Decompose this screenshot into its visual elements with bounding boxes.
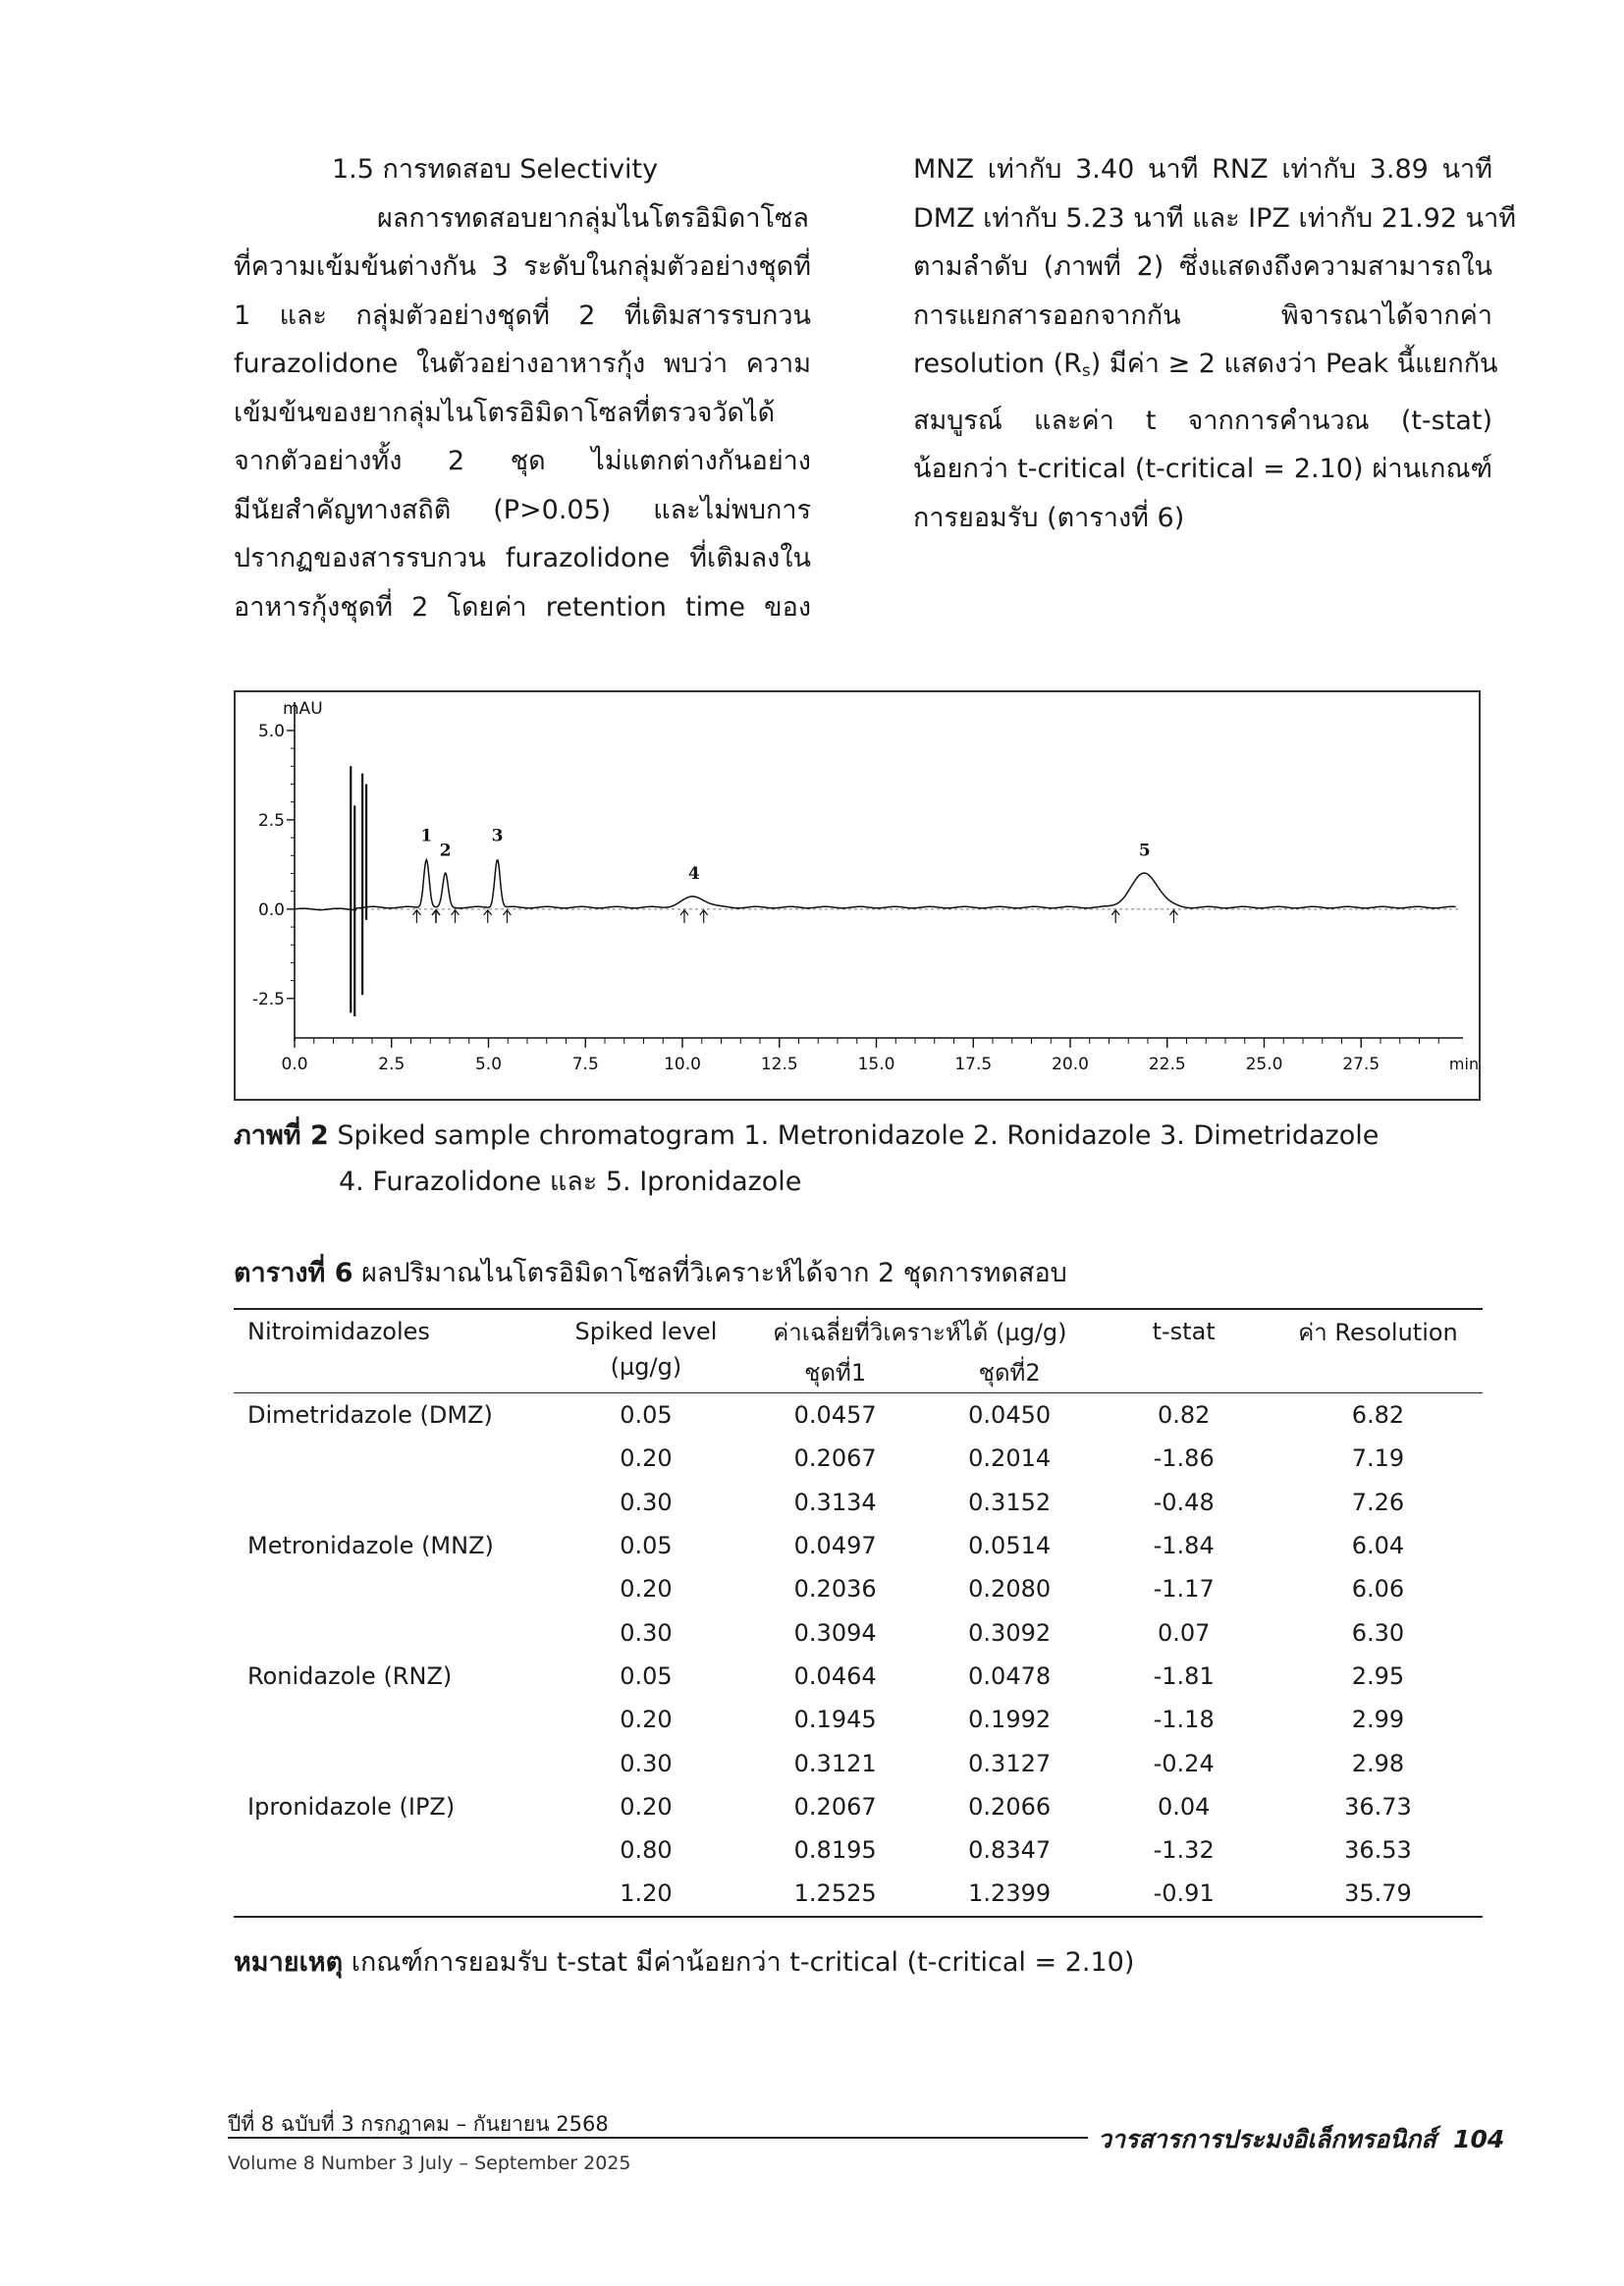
cell-tstat: -1.86 [1153,1444,1215,1473]
cell-spiked: 0.80 [620,1836,673,1865]
cell-tstat: -1.17 [1153,1575,1215,1604]
paragraph-line: furazolidone ในตัวอย่างอาหารกุ้ง พบว่า ความ [234,349,811,379]
cell-spiked: 0.20 [620,1792,673,1821]
body-text-right [913,145,1517,542]
table-row [234,1610,1483,1654]
cell-resolution: 6.06 [1351,1575,1405,1604]
cell-set1: 0.3094 [793,1618,877,1647]
integration-marker [680,910,688,923]
cell-set2: 0.0514 [968,1532,1052,1560]
x-tick-label: 2.5 [378,1055,406,1074]
cell-compound [234,1828,547,1872]
cell-set2: 0.3152 [968,1488,1052,1516]
col-header-resolution: ค่า Resolution [1273,1309,1483,1353]
cell-resolution: 6.82 [1351,1401,1405,1430]
cell-tstat: 0.07 [1157,1618,1211,1647]
cell-tstat: -1.32 [1153,1836,1215,1865]
x-tick-label: 0.0 [281,1055,308,1074]
footer-issue-thai: ปีที่ 8 ฉบับที่ 3 กรกฎาคม – กันยายน 2568 [228,2112,609,2136]
cell-compound: Dimetridazole (DMZ) [247,1401,493,1430]
cell-compound [234,1567,547,1610]
integration-marker [1111,910,1119,923]
table-row [234,1481,1483,1524]
results-table [234,1308,1483,1918]
chromatogram-svg [236,692,1479,1099]
cell-set2: 0.3127 [968,1749,1052,1777]
cell-compound: Metronidazole (MNZ) [247,1532,494,1560]
cell-spiked: 0.20 [620,1575,673,1604]
cell-tstat: -1.84 [1153,1532,1215,1560]
cell-spiked: 0.20 [620,1706,673,1734]
table-row [234,1655,1483,1698]
cell-set1: 0.2067 [793,1792,877,1821]
x-tick-label: 22.5 [1148,1055,1186,1074]
x-tick-label: 7.5 [571,1055,599,1074]
x-tick-label: 17.5 [954,1055,993,1074]
paragraph-line: การแยกสารออกจากกัน พิจารณาได้จากค่า [913,299,1492,331]
paragraph-line: ที่ความเข้มข้นต่างกัน 3 ระดับในกลุ่มตัวอย่างชุดที่ [234,251,811,282]
table-row [234,1524,1483,1567]
integration-marker [700,910,708,923]
table-row [234,1698,1483,1741]
col-header-spiked: Spiked level [547,1309,746,1353]
cell-spiked: 0.05 [620,1401,673,1430]
cell-set1: 0.8195 [793,1836,877,1865]
paragraph-line: สมบูรณ์ และค่า t จากการคำนวณ (t-stat) [913,405,1492,436]
cell-set2: 1.2399 [925,1872,1094,1916]
cell-tstat: -0.48 [1153,1488,1215,1516]
cell-compound [234,1437,547,1480]
peak-label: 1 [420,826,433,846]
signal-trace [295,860,1456,910]
paragraph-line: ผลการทดสอบยากลุ่มไนโตรอิมิดาโซล [377,202,809,234]
cell-compound [234,1698,547,1741]
paragraph-line: เข้มข้นของยากลุ่มไนโตรอิมิดาโซลที่ตรวจวัดได้ [234,397,776,428]
figure-caption-line2: 4. Furazolidone และ 5. Ipronidazole [339,1167,802,1197]
footer-issue-english: Volume 8 Number 3 July – September 2025 [228,2152,631,2174]
col-header-spiked-unit: (µg/g) [547,1353,746,1393]
peak-label: 3 [491,826,504,846]
cell-set1: 0.2067 [793,1444,877,1473]
peak-label: 4 [687,863,700,884]
x-tick-label: 20.0 [1052,1055,1089,1074]
paragraph-line-resolution: resolution $(R_s)$ มีค่า ≥ 2 แสดงว่า Peak นี้แยกกัน [913,349,1498,381]
x-axis-label: min [1448,1055,1479,1073]
table-row [234,1437,1483,1480]
cell-set2: 0.0478 [968,1661,1052,1690]
cell-set1: 0.1945 [793,1706,877,1734]
integration-marker [484,910,492,923]
col-header-average: ค่าเฉลี่ยที่วิเคราะห์ได้ (µg/g) [745,1309,1094,1353]
cell-spiked: 0.20 [620,1444,673,1473]
cell-set1: 1.2525 [745,1872,925,1916]
cell-tstat: -0.24 [1153,1749,1215,1777]
cell-spiked: 0.05 [620,1532,673,1560]
x-tick-label: 12.5 [760,1055,798,1074]
cell-set1: 0.0464 [793,1661,877,1690]
cell-resolution: 2.95 [1351,1661,1405,1690]
x-tick-label: 15.0 [857,1055,895,1074]
cell-resolution: 2.99 [1351,1706,1405,1734]
chromatogram-figure [234,690,1481,1101]
y-tick-label: -2.5 [251,989,285,1009]
cell-set2: 0.0450 [968,1401,1052,1430]
cell-set2: 0.1992 [968,1706,1052,1734]
cell-set2: 0.2080 [968,1575,1052,1604]
cell-resolution: 36.73 [1344,1792,1412,1821]
footer-rule [228,2137,1088,2139]
y-axis-label: mAU [283,699,323,719]
x-tick-label: 27.5 [1342,1055,1380,1074]
cell-resolution: 7.26 [1351,1488,1405,1516]
paragraph-line: น้อยกว่า t-critical (t-critical = 2.10) ผ่านเกณฑ์ [913,454,1492,484]
paragraph-line: MNZ เท่ากับ 3.40 นาที RNZ เท่ากับ 3.89 นาที [913,154,1492,185]
x-tick-label: 5.0 [474,1055,503,1074]
cell-set2: 0.2014 [968,1444,1052,1473]
cell-resolution: 6.04 [1351,1532,1405,1560]
table-row [234,1567,1483,1610]
integration-marker [1169,910,1177,923]
x-tick-label: 25.0 [1245,1055,1283,1074]
cell-set1: 0.3121 [793,1749,877,1777]
integration-marker [412,910,420,923]
cell-set2: 0.8347 [968,1836,1052,1865]
cell-spiked: 1.20 [547,1872,746,1916]
integration-marker [432,910,440,923]
cell-compound [234,1610,547,1654]
page-number: 104 [1453,2125,1505,2153]
peak-label: 5 [1138,841,1151,861]
y-tick-label: 0.0 [257,899,285,920]
figure-caption: ภาพที่ 2 Spiked sample chromatogram 1. Metronidazole 2. Ronidazole 3. Dimetridazole [234,1120,1380,1151]
cell-spiked: 0.30 [620,1749,673,1777]
table-note: หมายเหตุ เกณฑ์การยอมรับ t-stat มีค่าน้อยกว่า t-critical (t-critical = 2.10) [234,1947,1135,1978]
paragraph-line: จากตัวอย่างทั้ง 2 ชุด ไม่แตกต่างกันอย่าง [234,446,811,476]
cell-resolution: 36.53 [1344,1836,1412,1865]
cell-spiked: 0.30 [620,1618,673,1647]
cell-compound [234,1872,547,1916]
integration-marker [452,910,460,923]
cell-compound: Ipronidazole (IPZ) [247,1792,456,1821]
table-row [234,1872,1483,1916]
paragraph-line: อาหารกุ้งชุดที่ 2 โดยค่า retention time ของ [234,591,811,623]
cell-compound [234,1481,547,1524]
cell-compound [234,1741,547,1784]
cell-tstat: 0.04 [1157,1792,1211,1821]
table-title: ตารางที่ 6 ผลปริมาณไนโตรอิมิดาโซลที่วิเคราะห์ได้จาก 2 ชุดการทดสอบ [234,1258,1067,1288]
cell-set2: 0.3092 [968,1618,1052,1647]
body-text-left [234,145,811,631]
cell-set2: 0.2066 [968,1792,1052,1821]
cell-set1: 0.0457 [793,1401,877,1430]
table-row [234,1828,1483,1872]
cell-resolution: 35.79 [1273,1872,1483,1916]
paragraph-line: 1 และ กลุ่มตัวอย่างชุดที่ 2 ที่เติมสารรบกวน [234,299,811,331]
peak-label: 2 [439,841,452,861]
cell-resolution: 6.30 [1351,1618,1405,1647]
col-header-tstat: t-stat [1094,1309,1273,1353]
cell-tstat: -1.18 [1153,1706,1215,1734]
table-row [234,1785,1483,1828]
table-row [234,1741,1483,1784]
cell-set1: 0.3134 [793,1488,877,1516]
cell-tstat: -1.81 [1153,1661,1215,1690]
col-header-set1: ชุดที่1 [745,1353,925,1393]
integration-marker [503,910,511,923]
cell-tstat: 0.82 [1157,1401,1211,1430]
y-tick-label: 2.5 [257,810,285,831]
paragraph-line: ปรากฏของสารรบกวน furazolidone ที่เติมลงใน [234,543,811,573]
cell-set1: 0.2036 [793,1575,877,1604]
col-header-set2: ชุดที่2 [925,1353,1094,1393]
cell-tstat: -0.91 [1094,1872,1273,1916]
cell-compound: Ronidazole (RNZ) [247,1661,453,1690]
cell-spiked: 0.05 [620,1661,673,1690]
y-tick-label: 5.0 [257,721,285,741]
cell-resolution: 7.19 [1351,1444,1405,1473]
col-header-name: Nitroimidazoles [234,1309,547,1353]
table-row [234,1393,1483,1438]
paragraph-line: มีนัยสำคัญทางสถิติ (P>0.05) และไม่พบการ [234,494,811,525]
section-heading: 1.5 การทดสอบ Selectivity [332,154,659,185]
cell-spiked: 0.30 [620,1488,673,1516]
paragraph-line: การยอมรับ (ตารางที่ 6) [913,502,1185,533]
paragraph-line: DMZ เท่ากับ 5.23 นาที และ IPZ เท่ากับ 21.92 นาที [913,202,1517,234]
footer-journal-page: วารสารการประมงอิเล็กทรอนิกส์ 104 [1098,2125,1505,2153]
cell-resolution: 2.98 [1351,1749,1405,1777]
cell-set1: 0.0497 [793,1532,877,1560]
paragraph-line: ตามลำดับ (ภาพที่ 2) ซึ่งแสดงถึงความสามารถใน [913,251,1492,282]
x-tick-label: 10.0 [664,1055,701,1074]
